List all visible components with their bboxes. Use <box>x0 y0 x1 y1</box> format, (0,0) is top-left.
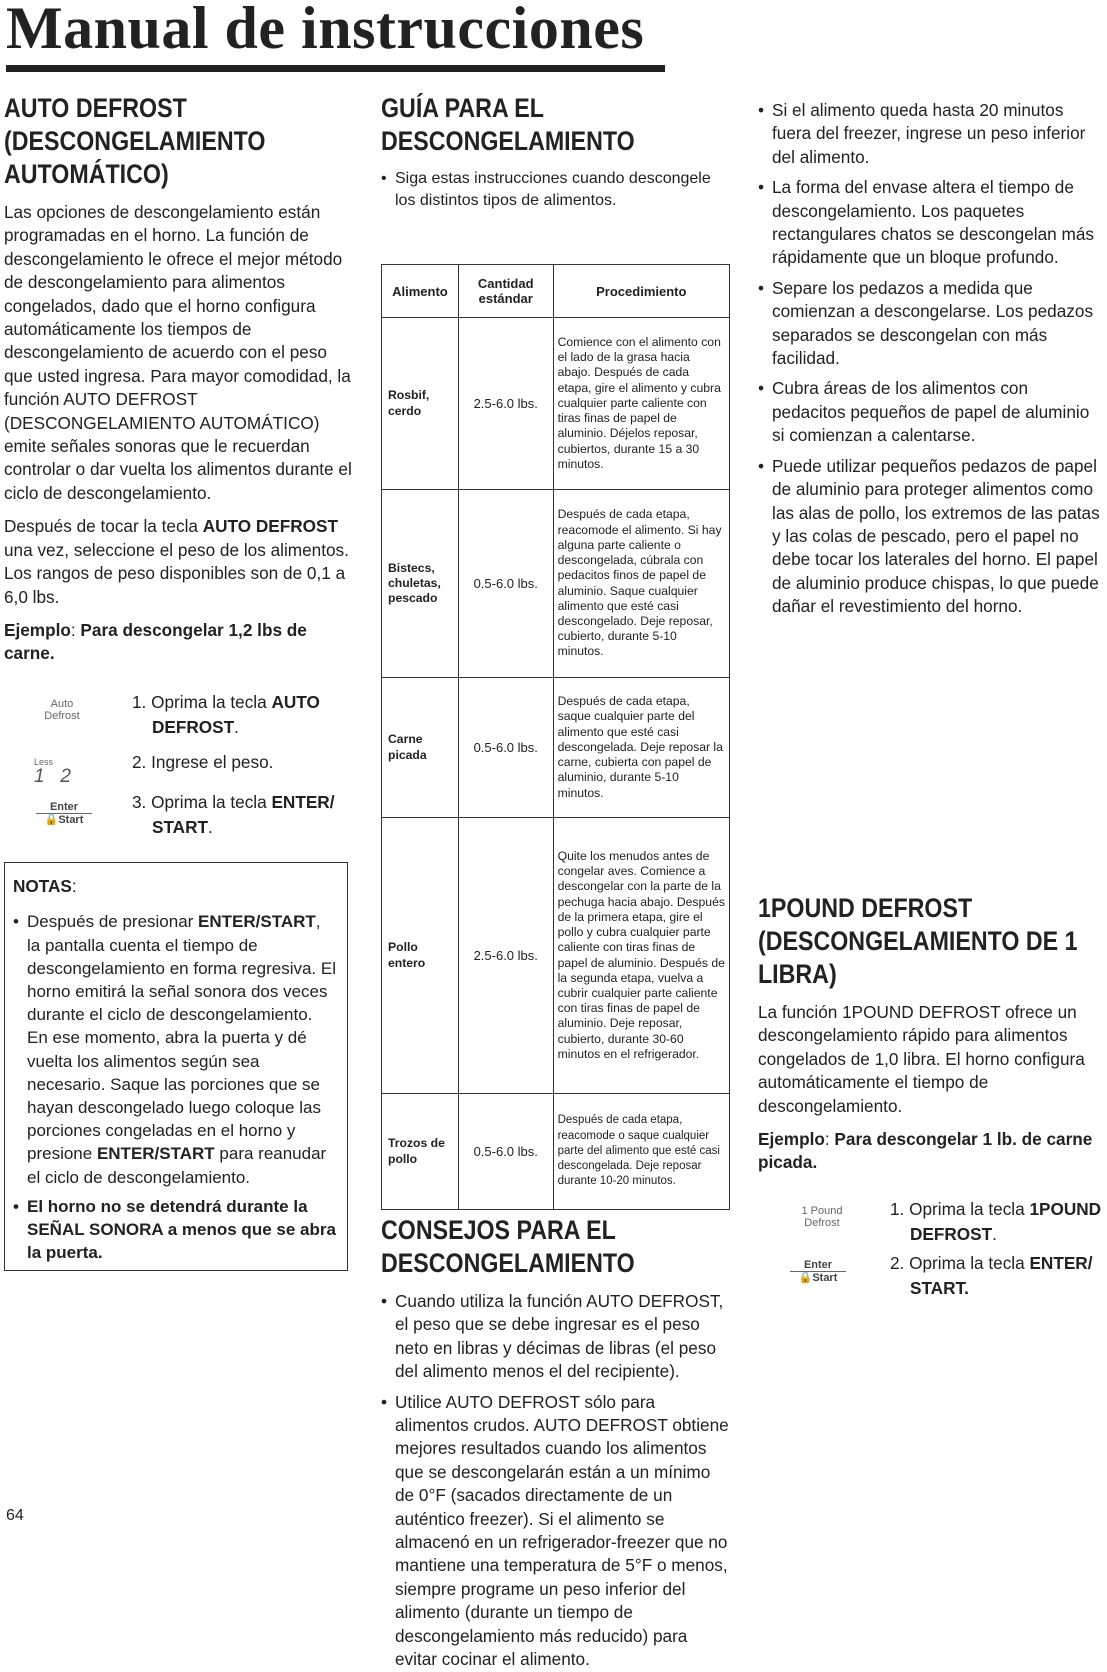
food-cell: Bistecs, chuletas, pescado <box>382 490 459 678</box>
auto-defrost-step-2: 2. Ingrese el peso. <box>132 751 274 772</box>
pound-defrost-section <box>758 892 1106 1305</box>
quantity-cell: 0.5-6.0 lbs. <box>458 1094 553 1210</box>
auto-defrost-step-3: 3. Oprima la tecla ENTER/ START. <box>132 791 335 837</box>
tip-item: • Cubra áreas de los alimentos con pedacitos pequeños de papel de aluminio si comienzan a calentarse. <box>758 377 1106 447</box>
auto-defrost-intro: Las opciones de descongelamiento están programadas en el horno. La función de descongelamiento le ofrece el mejor método de descongelamiento para alimentos congelados, dado que el horno configura automáticamente los tiempos de descongelamiento de acuerdo con el peso que usted ingresa. Para mayor comodidad, la función AUTO DEFROST (DESCONGELAMIENTO AUTOMÁTICO) emite señales sonoras que le recuerdan controlar o dar vuelta los alimentos durante el ciclo de descongelamiento. <box>4 202 352 503</box>
note-item: • El horno no se detendrá durante la SEÑAL SONORA a menos que se abra la puerta. <box>13 1195 337 1265</box>
quantity-cell: 0.5-6.0 lbs. <box>458 678 553 818</box>
defrost-guide-intro: • Siga estas instrucciones cuando descongele los distintos tipos de alimentos. <box>381 168 731 212</box>
table-row <box>382 490 730 678</box>
table-row <box>382 818 730 1094</box>
procedure-cell: Después de cada etapa, reacomode el alimento. Si hay alguna parte caliente o descongelada, cúbrala con pedacitos finos de papel de aluminio. Saque cualquier alimento que esté casi descongelado. Deje reposar, cubierto, durante 5-10 minutos. <box>553 490 729 678</box>
tip-item: • La forma del envase altera el tiempo de descongelamiento. Los paquetes rectangulares chatos se descongelan más rápidamente que un bloque profundo. <box>758 176 1106 270</box>
auto-defrost-weight-range: Después de tocar la tecla AUTO DEFROST una vez, seleccione el peso de los alimentos. Los rangos de peso disponibles son de 0,1 a 6,0 lbs. <box>4 516 349 607</box>
pound-defrost-step-2: 2. Oprima la tecla ENTER/ START. <box>890 1252 1093 1298</box>
quantity-cell: 2.5-6.0 lbs. <box>458 318 553 490</box>
auto-defrost-section <box>4 92 352 876</box>
food-cell: Carne picada <box>382 678 459 818</box>
procedure-cell: Después de cada etapa, reacomode o saque cualquier parte del alimento que esté casi descongelada. Deje reposar durante 10-20 minutos. <box>553 1094 729 1210</box>
table-row <box>382 1094 730 1210</box>
food-cell: Rosbif, cerdo <box>382 318 459 490</box>
auto-defrost-steps <box>4 676 352 876</box>
column-header: Alimento <box>382 265 459 318</box>
pound-defrost-key-icon: 1 Pound Defrost <box>801 1204 843 1229</box>
defrost-guide-table <box>381 264 730 1210</box>
tip-item: • Utilice AUTO DEFROST sólo para alimentos crudos. AUTO DEFROST obtiene mejores resultados cuando los alimentos que se descongelarán están a un mínimo de 0°F (sacados directamente de un auténtico freezer). Si el alimento se almacenó en un refrigerador-freezer que no mantiene una temperatura de 5°F o menos, siempre programe un peso inferior del alimento (durante un tiempo de descongelamiento más reducido) para evitar cocinar el alimento. <box>381 1391 731 1507</box>
defrost-tips-heading: CONSEJOS PARA EL DESCONGELAMIENTO <box>381 1215 635 1278</box>
auto-defrost-heading: AUTO DEFROST (DESCONGELAMIENTO AUTOMÁTICO) <box>4 93 266 189</box>
pound-defrost-heading: 1POUND DEFROST (DESCONGELAMIENTO DE 1 LIBRA) <box>758 893 1078 989</box>
food-cell: Pollo entero <box>382 818 459 1094</box>
tip-item: • Cuando utiliza la función AUTO DEFROST, el peso que se debe ingresar es el peso neto en libras y décimas de libras (el peso del alimento menos el del recipiente). <box>381 1290 731 1384</box>
defrost-guide-heading: GUÍA PARA EL DESCONGELAMIENTO <box>381 93 635 156</box>
defrost-tips-continued <box>758 92 1106 626</box>
notes-label: NOTAS: <box>13 876 77 896</box>
procedure-cell: Comience con el alimento con el lado de la grasa hacia abajo. Después de cada etapa, gire el alimento y cubra cualquier parte caliente con tiras finas de papel de aluminio. Déjelos reposar, cubiertos, durante 15 a 30 minutos. <box>553 318 729 490</box>
page-number: 64 <box>6 1507 24 1524</box>
column-header: Procedimiento <box>553 265 729 318</box>
number-pad-key-icon: Less 1 2 <box>34 756 71 787</box>
notes-box <box>4 862 348 1271</box>
tip-item: • Separe los pedazos a medida que comienzan a descongelarse. Los pedazos separados se descongelan con más facilidad. <box>758 277 1106 371</box>
table-row <box>382 318 730 490</box>
tip-item: • Puede utilizar pequeños pedazos de papel de aluminio para proteger alimentos como las alas de pollo, los extremos de las patas y las colas de pescado, pero el papel no debe tocar los laterales del horno. El papel de aluminio produce chispas, lo que puede dañar el revestimiento del horno. <box>758 455 1106 619</box>
pound-defrost-step-1: 1. Oprima la tecla 1POUND DEFROST. <box>890 1198 1102 1244</box>
auto-defrost-step-1: 1. Oprima la tecla AUTO DEFROST. <box>132 691 320 737</box>
quantity-cell: 0.5-6.0 lbs. <box>458 490 553 678</box>
tip-item: • Si el alimento queda hasta 20 minutos fuera del freezer, ingrese un peso inferior del alimento. <box>758 99 1106 169</box>
enter-start-key-icon: Enter 🔒Start <box>36 801 92 826</box>
procedure-cell: Quite los menudos antes de congelar aves. Comience a descongelar con la parte de la pechuga hacia abajo. Después de la primera etapa, gire el pollo y cubra cualquier parte caliente con tiras finas de papel de aluminio. Después de la segunda etapa, vuelva a cubrir cualquier parte caliente con tiras finas de papel de aluminio. Deje reposar, cubierto, durante 30-60 minutos en el refrigerador. <box>553 818 729 1094</box>
pound-defrost-intro: La función 1POUND DEFROST ofrece un descongelamiento rápido para alimentos congelados de 1,0 libra. El horno configura automáticamente el tiempo de descongelamiento. <box>758 1002 1085 1116</box>
note-item: • Después de presionar ENTER/START, la pantalla cuenta el tiempo de descongelamiento en forma regresiva. El horno emitirá la señal sonora dos veces durante el ciclo de descongelamiento. En ese momento, abra la puerta y dé vuelta los alimentos según sea necesario. Saque las porciones que se hayan descongelado luego coloque las porciones congeladas en el horno y presione ENTER/START para reanudar el ciclo de descongelamiento. <box>13 910 337 1188</box>
auto-defrost-key-icon: Auto Defrost <box>44 697 80 722</box>
pound-defrost-example: Ejemplo: Para descongelar 1 lb. de carne picada. <box>758 1129 1093 1173</box>
food-cell: Trozos de pollo <box>382 1094 459 1210</box>
enter-start-key-icon: Enter 🔒Start <box>790 1259 846 1284</box>
title-rule <box>6 65 665 72</box>
auto-defrost-example: Ejemplo: Para descongelar 1,2 lbs de carne. <box>4 619 307 664</box>
defrost-guide-section <box>381 92 731 219</box>
table-row <box>382 678 730 818</box>
quantity-cell: 2.5-6.0 lbs. <box>458 818 553 1094</box>
defrost-tips-section <box>381 1214 731 1670</box>
table-header-row <box>382 265 730 318</box>
page-title: Manual de instrucciones <box>6 0 645 61</box>
pound-defrost-steps <box>758 1185 1106 1305</box>
column-header: Cantidad estándar <box>458 265 553 318</box>
procedure-cell: Después de cada etapa, saque cualquier parte del alimento que esté casi descongelada. Deje reposar la carne, cubierta con papel de aluminio, durante 5-10 minutos. <box>553 678 729 818</box>
